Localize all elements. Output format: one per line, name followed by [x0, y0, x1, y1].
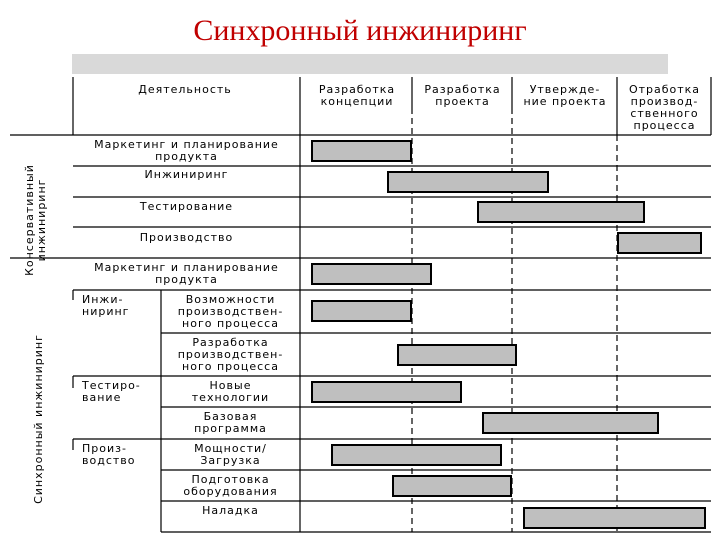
header-phase-approval: Утвержде- ние проекта	[523, 83, 607, 108]
header-activity: Деятельность	[138, 83, 232, 96]
row-engineering-conservative: Инжиниринг	[144, 168, 229, 181]
group-synchronous: Синхронный инжиниринг	[32, 334, 45, 504]
row-setup: Наладка	[202, 504, 259, 517]
synchronous-bar-7	[523, 507, 707, 529]
conservative-bar-0	[311, 140, 412, 162]
row-equipment-prep: Подготовка оборудования	[183, 473, 278, 498]
synchronous-bar-2	[397, 344, 517, 366]
row-production-conservative: Производство	[139, 231, 234, 244]
row-process-development: Разработка производствен- ного процесса	[177, 336, 284, 373]
header-phase-design: Разработка проекта	[424, 83, 501, 108]
row-marketing-sync: Маркетинг и планирование продукта	[94, 261, 279, 286]
conservative-bar-1	[387, 171, 549, 193]
synchronous-bar-6	[392, 475, 512, 497]
group-testing-sync: Тестиро- вание	[82, 379, 141, 404]
row-new-technologies: Новые технологии	[191, 379, 270, 404]
row-testing-conservative: Тестирование	[139, 200, 234, 213]
header-phase-process: Отработка производ- ственного процесса	[628, 83, 701, 132]
row-capacity-load: Мощности/ Загрузка	[194, 442, 267, 467]
conservative-bar-3	[617, 232, 702, 254]
group-conservative: Консервативный инжиниринг	[23, 164, 48, 276]
synchronous-bar-3	[311, 381, 462, 403]
row-process-capabilities: Возможности производствен- ного процесса	[177, 293, 284, 330]
synchronous-bar-4	[482, 412, 659, 434]
synchronous-bar-0	[311, 263, 432, 285]
group-engineering-sync: Инжи- ниринг	[82, 293, 130, 318]
row-marketing-conservative: Маркетинг и планирование продукта	[94, 138, 279, 163]
page-title: Синхронный инжиниринг	[193, 14, 527, 47]
header-phase-concept: Разработка концепции	[318, 83, 396, 108]
synchronous-bar-1	[311, 300, 412, 322]
conservative-bar-2	[477, 201, 645, 223]
group-production-sync: Произ- водство	[82, 442, 136, 467]
synchronous-bar-5	[331, 444, 502, 466]
row-base-program: Базовая программа	[194, 410, 267, 435]
